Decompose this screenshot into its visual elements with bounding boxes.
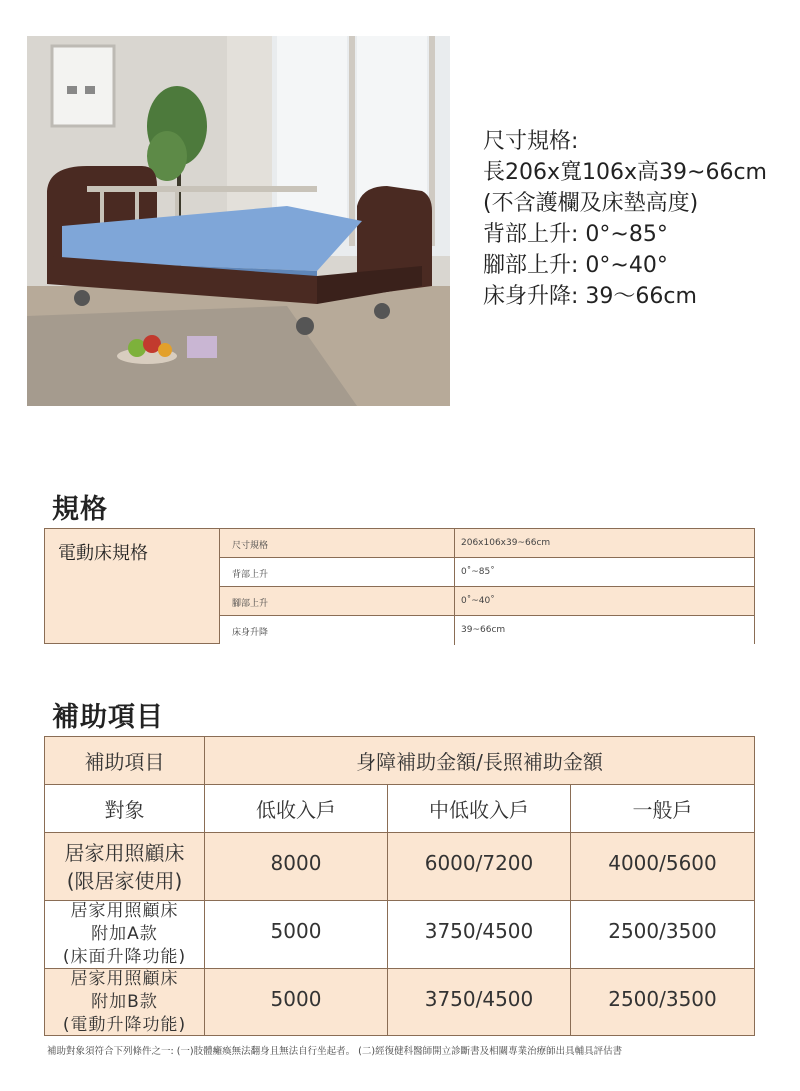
subheader-low-income: 低收入戶 (205, 785, 388, 833)
spec-row (220, 558, 754, 587)
value-low-income: 5000 (205, 901, 388, 969)
value-general: 2500/3500 (608, 987, 717, 1011)
row-label-line: (限居家使用) (66, 868, 183, 893)
spec-row-label: 尺寸規格 (232, 541, 269, 551)
spec-summary-line: 腳部上升: 0°~40° (483, 253, 668, 278)
value-mid-low-income: 3750/4500 (388, 901, 571, 969)
spec-row-label: 床身升降 (232, 628, 269, 638)
row-label (45, 901, 205, 969)
row-label-line: 附加B款 (91, 991, 158, 1012)
spec-row-label: 腳部上升 (232, 599, 269, 609)
value-low-income: 5000 (205, 969, 388, 1035)
row-label-line: 居家用照顧床 (64, 840, 185, 865)
spec-summary-line: 背部上升: 0°~85° (483, 222, 668, 247)
divider (454, 616, 455, 645)
header-amount: 身障補助金額/長照補助金額 (205, 737, 754, 785)
spec-row (220, 529, 754, 558)
spec-row-value: 0˚~40˚ (461, 596, 495, 606)
spec-summary-line: 長206x寬106x高39~66cm (483, 160, 767, 185)
spec-row (220, 587, 754, 616)
row-label-line: (電動升降功能) (62, 1014, 187, 1035)
row-label (45, 833, 205, 901)
row-label-line: 居家用照顧床 (70, 968, 179, 989)
spec-summary-line: 尺寸規格: (483, 129, 579, 154)
subheader-mid-low-income: 中低收入戶 (388, 785, 571, 833)
divider (454, 558, 455, 586)
row-label-line: 居家用照顧床 (70, 901, 179, 921)
row-label-line: 附加A款 (91, 924, 158, 944)
header-item: 補助項目 (45, 737, 205, 785)
value-low-income: 8000 (205, 833, 388, 901)
row-label-line: (床面升降功能) (62, 947, 187, 967)
spec-row-label: 背部上升 (232, 570, 269, 580)
subheader-target: 對象 (45, 785, 205, 833)
spec-summary-line: 床身升降: 39～66cm (483, 284, 697, 309)
spec-row-value: 39~66cm (461, 625, 506, 635)
value-mid-low-income: 6000/7200 (388, 833, 571, 901)
spec-row-value: 206x106x39~66cm (461, 538, 551, 548)
spec-row-value: 0˚~85˚ (461, 567, 495, 577)
electric-bed-image (27, 36, 450, 406)
product-photo (27, 36, 450, 406)
row-label (45, 969, 205, 1035)
value-general: 4000/5600 (571, 833, 754, 901)
spec-summary (483, 126, 767, 312)
divider (454, 529, 455, 557)
spec-category: 電動床規格 (45, 529, 220, 643)
spec-table (44, 528, 755, 644)
spec-row (220, 616, 754, 645)
value-general: 2500/3500 (571, 901, 754, 969)
footnote: 補助對象須符合下列條件之一: (一)肢體癱瘓無法翻身且無法自行坐起者。 (二)經復健科醫師開立診斷書及相關專業治療師出具輔具評估書 (47, 1046, 623, 1057)
spec-section-title: 規格 (52, 494, 108, 525)
subsidy-table (44, 736, 755, 1036)
subsidy-section-title: 補助項目 (52, 702, 164, 733)
divider (454, 587, 455, 615)
value-mid-low-income: 3750/4500 (388, 969, 571, 1035)
spec-summary-line: (不含護欄及床墊高度) (483, 191, 699, 216)
subheader-general: 一般戶 (571, 785, 754, 833)
